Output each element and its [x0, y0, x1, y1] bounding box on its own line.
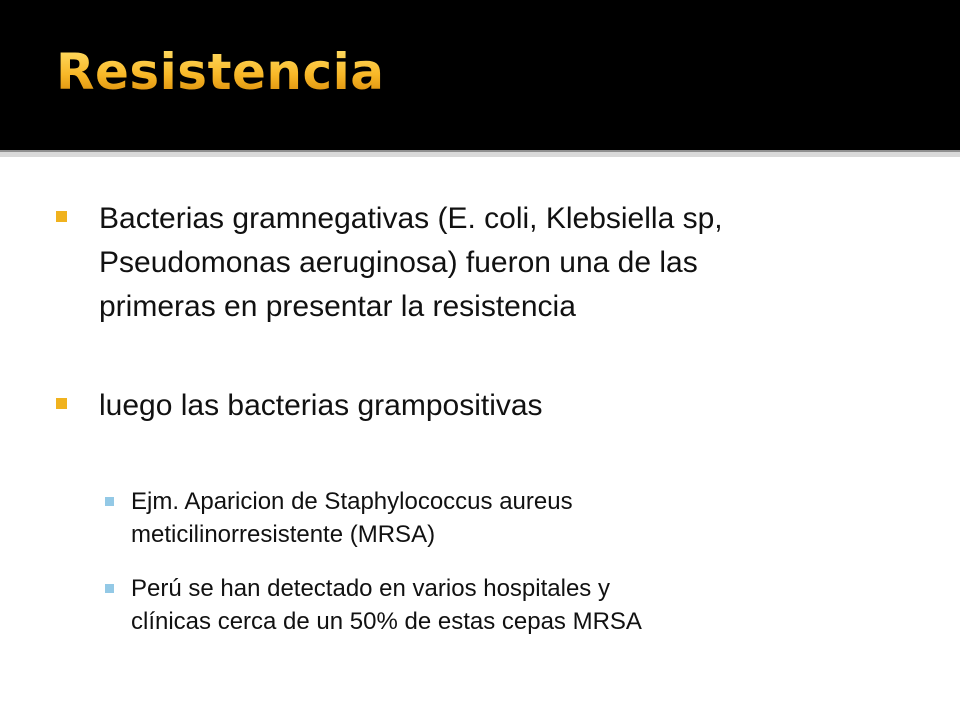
square-bullet-icon — [56, 398, 67, 409]
content-area — [0, 157, 960, 720]
sub-bullet-line: Perú se han detectado en varios hospitales y — [131, 575, 610, 602]
sub-bullet-line: clínicas cerca de un 50% de estas cepas MRSA — [131, 608, 642, 635]
title-band — [0, 0, 960, 150]
bullet-line: luego las bacterias grampositivas — [99, 389, 543, 422]
square-bullet-icon — [105, 497, 114, 506]
sub-bullet-text — [131, 572, 861, 638]
bullet-text — [99, 197, 879, 329]
sub-bullet-line: meticilinorresistente (MRSA) — [131, 521, 436, 548]
bullet-line: Pseudomonas aeruginosa) fueron una de las — [99, 246, 698, 279]
bullet-line: Bacterias gramnegativas (E. coli, Klebsiella sp, — [99, 202, 723, 235]
sub-bullet-line: Ejm. Aparicion de Staphylococcus aureus — [131, 488, 573, 515]
square-bullet-icon — [56, 211, 67, 222]
sub-bullet-text — [131, 485, 861, 551]
square-bullet-icon — [105, 584, 114, 593]
bullet-line: primeras en presentar la resistencia — [99, 290, 576, 323]
slide-title: Resistencia — [56, 43, 385, 101]
bullet-text — [99, 384, 879, 428]
